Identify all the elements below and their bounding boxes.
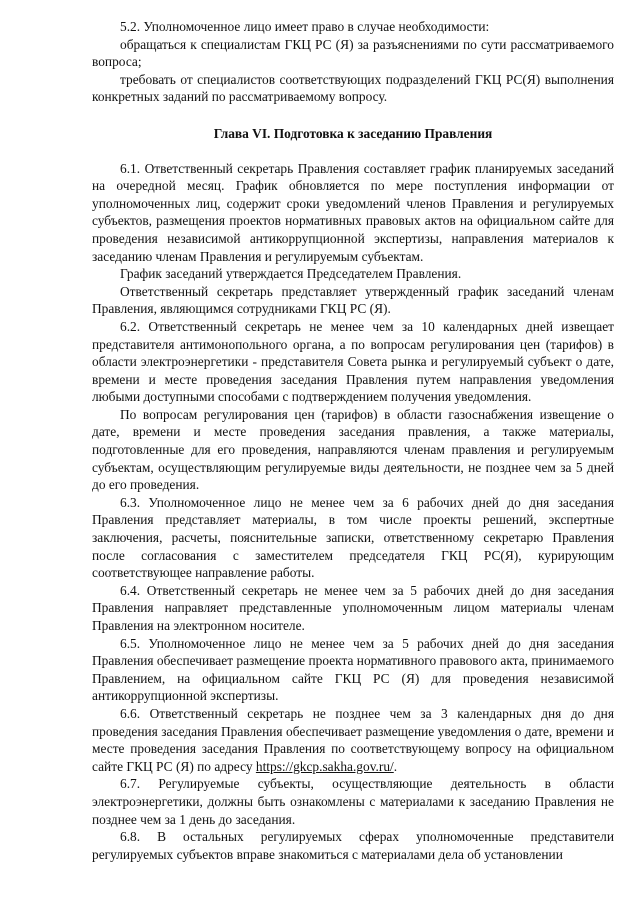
website-link[interactable]: https://gkcp.sakha.gov.ru/ [255, 758, 394, 774]
clause-5-2-item-1: обращаться к специалистам ГКЦ РС (Я) за разъяснениями по сути рассматриваемого вопроса; [92, 36, 614, 70]
clause-6-2-gas: По вопросам регулирования цен (тарифов) в области газоснабжения извещение о дате, времени и месте проведения заседания правления, а также материалы, подготовленные для его проведения, направляются членам правления и регулируемым субъектам, осуществляющим регулируемые виды деятельности, не позднее чем за 5 дней до его проведения. [92, 406, 614, 493]
clause-5-2-intro: 5.2. Уполномоченное лицо имеет право в случае необходимости: [120, 19, 490, 34]
clause-6-6-end: . [393, 758, 398, 774]
clause-6-6 [92, 705, 614, 775]
clause-6-3: 6.3. Уполномоченное лицо не менее чем за 6 рабочих дней до дня заседания Правления представляет материалы, в том числе проекты решений, экспертные заключения, расчеты, пояснительные записки, ответственному секретарю Правления после согласования с заместителем председателя ГКЦ РС(Я), курирующим соответствующее направление работы. [92, 494, 614, 581]
clause-6-5: 6.5. Уполномоченное лицо не менее чем за 5 рабочих дней до дня заседания Правления обеспечивает размещение проекта нормативного правового акта, принимаемого Правлением, на официальном сайте ГКЦ РС (Я) для проведения независимой антикоррупционной экспертизы. [92, 635, 614, 704]
chapter-title: Глава VI. Подготовка к заседанию Правления [213, 125, 493, 141]
clause-6-1-approval: График заседаний утверждается Председателем Правления. [120, 266, 462, 282]
clause-6-6-text: 6.6. Ответственный секретарь не позднее чем за 3 календарных дня до дня проведения заседания Правления обеспечивает размещение уведомления о дате, времени и месте проведения заседания Правления по соответствующему вопросу на официальном сайте ГКЦ РС (Я) по адресу [92, 705, 614, 774]
clause-6-1: 6.1. Ответственный секретарь Правления составляет график планируемых заседаний на очередной месяц. График обновляется по мере поступления информации от уполномоченных лиц, содержит сроки уведомлений членов Правления и регулируемых субъектов, размещения проектов нормативных правовых актов на официальном сайте для проведения независимой антикоррупционной экспертизы, направления материалов к заседанию членам Правления и регулируемым субъектам. [92, 160, 614, 264]
clause-6-1-distribution: Ответственный секретарь представляет утвержденный график заседаний членам Правления, являющимся сотрудниками ГКЦ РС (Я). [92, 283, 614, 317]
clause-6-4: 6.4. Ответственный секретарь не менее чем за 5 рабочих дней до дня заседания Правления направляет представленные уполномоченным лицом материалы членам Правления на электронном носителе. [92, 582, 614, 633]
clause-6-2: 6.2. Ответственный секретарь не менее чем за 10 календарных дней извещает представителя антимонопольного органа, а по вопросам регулирования цен (тарифов) в области электроэнергетики - представителя Совета рынка и регулируемый субъект о дате, времени и месте проведения заседания Правления путем направления уведомления любыми доступными способами с подтверждением получения уведомления. [92, 318, 614, 405]
clause-6-7: 6.7. Регулируемые субъекты, осуществляющие деятельность в области электроэнергетики, должны быть ознакомлены с материалами к заседанию Правления не позднее чем за 1 день до заседания. [92, 776, 614, 827]
clause-5-2-item-2: требовать от специалистов соответствующих подразделений ГКЦ РС(Я) выполнения конкретных заданий по рассматриваемому вопросу. [92, 71, 614, 105]
clause-6-8: 6.8. В остальных регулируемых сферах уполномоченные представители регулируемых субъектов вправе знакомиться с материалами дела об установлении [92, 829, 614, 862]
document-page [92, 18, 614, 863]
